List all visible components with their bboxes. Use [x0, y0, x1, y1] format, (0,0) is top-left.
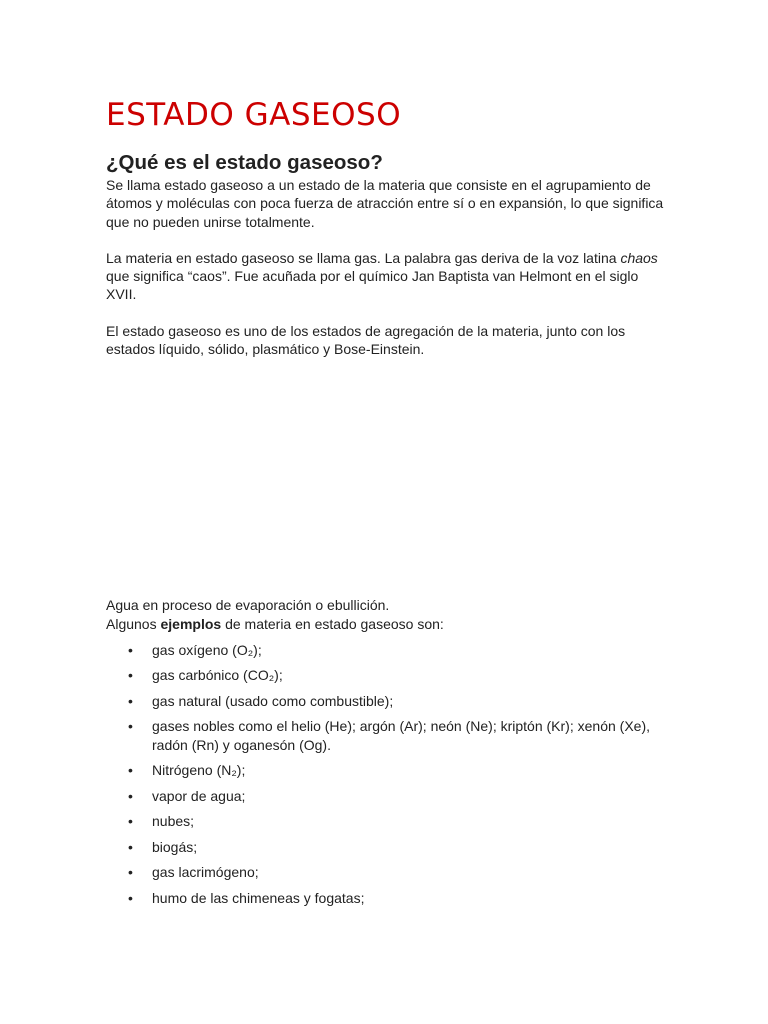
list-item-text: gas natural (usado como combustible);: [152, 692, 394, 709]
list-item-text: gas lacrimógeno;: [152, 864, 259, 881]
document-page: [106, 92, 666, 914]
bullet-icon: •: [128, 762, 133, 779]
bullet-icon: •: [128, 692, 133, 709]
paragraph-etymology: [106, 249, 666, 304]
list-item-text: vapor de agua;: [152, 787, 246, 804]
list-item: [106, 863, 666, 881]
list-item: [106, 787, 666, 805]
examples-list: [106, 641, 666, 907]
list-item: [106, 692, 666, 710]
examples-intro-start: Algunos: [106, 615, 161, 632]
examples-intro-bold: ejemplos: [160, 615, 222, 632]
list-item-text: Nitrógeno (N₂);: [152, 762, 246, 779]
paragraph-etymology-text-start: La materia en estado gaseoso se llama gas. La palabra gas deriva de la voz latina: [106, 249, 621, 266]
list-item-text: gas carbónico (CO₂);: [152, 667, 283, 684]
list-item: [106, 812, 666, 830]
bullet-icon: •: [128, 787, 133, 804]
paragraph-etymology-italic-word: chaos: [620, 249, 658, 266]
list-item: [106, 838, 666, 856]
list-item: [106, 889, 666, 907]
paragraph-aggregation-states: El estado gaseoso es uno de los estados de agregación de la materia, junto con los estados líquido, sólido, plasmático y Bose-Einstein.: [106, 322, 626, 358]
bullet-icon: •: [128, 641, 133, 658]
examples-intro: [106, 615, 666, 633]
list-item: [106, 641, 666, 659]
list-item-text: biogás;: [152, 838, 198, 855]
list-item-text: nubes;: [152, 813, 195, 830]
image-caption: Agua en proceso de evaporación o ebullición.: [106, 597, 390, 614]
list-item: [106, 717, 666, 754]
list-item: [106, 666, 666, 684]
paragraph-etymology-text-end: que significa “caos”. Fue acuñada por el químico Jan Baptista van Helmont en el siglo XVII.: [106, 268, 639, 303]
bullet-icon: •: [128, 667, 133, 684]
list-item-text: gas oxígeno (O₂);: [152, 641, 262, 658]
list-item-text: humo de las chimeneas y fogatas;: [152, 889, 365, 906]
bullet-icon: •: [128, 864, 133, 881]
paragraph-definition: Se llama estado gaseoso a un estado de la materia que consiste en el agrupamiento de átomos y moléculas con poca fuerza de atracción entre sí o en expansión, lo que significa que no pueden unirse totalmente.: [106, 177, 664, 230]
bullet-icon: •: [128, 718, 133, 735]
section-heading: ¿Qué es el estado gaseoso?: [106, 151, 383, 174]
examples-intro-end: de materia en estado gaseoso son:: [221, 615, 444, 632]
image-placeholder: [106, 358, 666, 596]
bullet-icon: •: [128, 813, 133, 830]
bullet-icon: •: [128, 889, 133, 906]
bullet-icon: •: [128, 838, 133, 855]
page-title: ESTADO GASEOSO: [106, 97, 402, 133]
list-item-text: gases nobles como el helio (He); argón (Ar); neón (Ne); kriptón (Kr); xenón (Xe), radón (Rn) y oganesón (Og).: [152, 718, 650, 753]
list-item: [106, 761, 666, 779]
